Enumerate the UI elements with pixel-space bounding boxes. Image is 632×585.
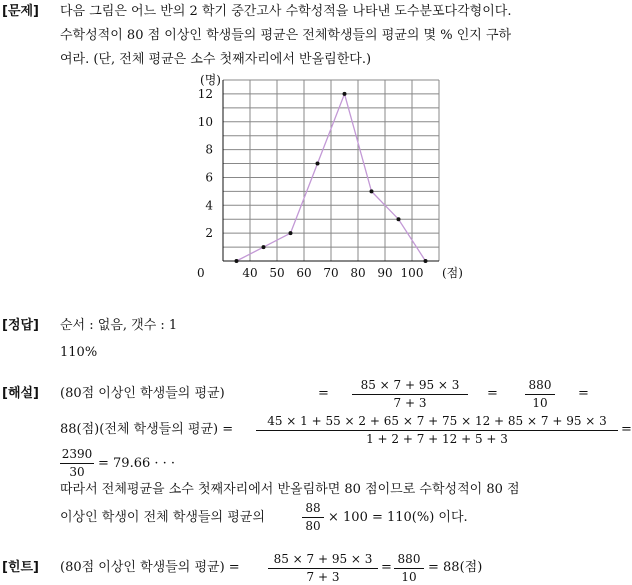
fraction-bar xyxy=(394,568,424,569)
x-tick-label: 100 xyxy=(400,266,424,280)
solution-row1-eq1: = xyxy=(318,386,329,401)
fraction-numerator: 2390 xyxy=(61,447,93,461)
solution-row3-fraction xyxy=(60,447,94,480)
solution-row1-lhs: (80점 이상인 학생들의 평균) xyxy=(60,386,225,401)
fraction-numerator: 85 × 7 + 95 × 3 xyxy=(273,552,373,566)
fraction-numerator: 45 × 1 + 55 × 2 + 65 × 7 + 75 × 12 + 85 × 7 + 95 × 3 xyxy=(267,414,607,428)
y-tick-label: 8 xyxy=(205,142,213,157)
hint-lhs: (80점 이상인 학생들의 평균) = xyxy=(60,560,240,575)
y-tick-label: 2 xyxy=(205,226,213,241)
solution-row5-post: × 100 = 110(%) 이다. xyxy=(328,510,468,525)
problem-tag: [문제] xyxy=(2,4,39,19)
fraction-denominator: 7 + 3 xyxy=(306,570,340,584)
hint-fraction-1 xyxy=(268,552,378,585)
y-unit-label: (명) xyxy=(200,73,221,87)
x-tick-label: 50 xyxy=(269,266,285,280)
answer-line-2: 110% xyxy=(60,345,98,360)
fraction-denominator: 7 + 3 xyxy=(393,396,427,410)
fraction-bar xyxy=(268,568,378,569)
fraction-bar xyxy=(525,394,555,395)
fraction-numerator: 880 xyxy=(397,552,421,566)
fraction-denominator: 10 xyxy=(401,570,417,584)
chart-ticks xyxy=(198,87,424,280)
x-tick-label: 70 xyxy=(323,266,339,280)
fraction-numerator: 880 xyxy=(528,378,552,392)
frequency-polygon-chart xyxy=(195,72,465,287)
solution-row4: 따라서 전체평균을 소수 첫째자리에서 반올림하면 80 점이므로 수학성적이 80 점 xyxy=(60,482,520,497)
fraction-denominator: 80 xyxy=(305,519,321,533)
hint-result: = 88(점) xyxy=(428,560,483,575)
x-tick-label: 60 xyxy=(296,266,312,280)
data-point xyxy=(343,92,347,96)
data-point xyxy=(370,189,374,193)
x-tick-label: 90 xyxy=(377,266,393,280)
fraction-numerator: 88 xyxy=(305,501,321,515)
data-point xyxy=(235,259,239,263)
y-tick-label: 4 xyxy=(205,198,213,213)
solution-tag: [해설] xyxy=(2,386,39,401)
y-tick-label: 6 xyxy=(205,170,213,185)
fraction-bar xyxy=(302,517,324,518)
solution-row1-eq2: = xyxy=(487,386,498,401)
answer-line-1: 순서 : 없음, 갯수 : 1 xyxy=(60,318,178,333)
data-point xyxy=(262,245,266,249)
chart-grid xyxy=(223,80,439,261)
fraction-denominator: 10 xyxy=(532,396,548,410)
x-tick-label: 80 xyxy=(350,266,366,280)
solution-row1-fraction-2 xyxy=(525,378,555,411)
y-tick-label: 12 xyxy=(197,86,213,101)
solution-row5-fraction xyxy=(302,501,324,534)
fraction-bar xyxy=(60,463,94,464)
solution-row3-result: = 79.66 · · · xyxy=(98,456,176,471)
fraction-bar xyxy=(256,430,618,431)
solution-row1-eq3: = xyxy=(578,386,589,401)
fraction-denominator: 1 + 2 + 7 + 12 + 5 + 3 xyxy=(366,432,508,446)
data-point xyxy=(397,217,401,221)
hint-eq: = xyxy=(381,560,392,575)
solution-row2-lhs: 88(점)(전체 학생들의 평균) = xyxy=(60,422,234,437)
solution-row1-fraction-1 xyxy=(352,378,468,411)
data-point xyxy=(316,162,320,166)
fraction-bar xyxy=(352,394,468,395)
fraction-numerator: 85 × 7 + 95 × 3 xyxy=(360,378,460,392)
x-unit-label: (점) xyxy=(442,266,463,280)
origin-label: 0 xyxy=(197,266,205,280)
solution-row2-eq: = xyxy=(621,422,632,437)
fraction-denominator: 30 xyxy=(69,465,85,479)
solution-row2-fraction xyxy=(256,414,618,447)
solution-row5-pre: 이상인 학생이 전체 학생들의 평균의 xyxy=(60,510,265,525)
problem-line-1: 다음 그림은 어느 반의 2 학기 중간고사 수학성적을 나타낸 도수분포다각형이다. xyxy=(60,4,512,19)
y-tick-label: 10 xyxy=(197,114,213,129)
problem-line-2: 수학성적이 80 점 이상인 학생들의 평균은 전체학생들의 평균의 몇 % 인지 구하 xyxy=(60,28,512,43)
hint-tag: [힌트] xyxy=(2,560,39,575)
data-point xyxy=(289,231,293,235)
hint-fraction-2 xyxy=(394,552,424,585)
data-point xyxy=(424,259,428,263)
answer-tag: [정답] xyxy=(2,318,39,333)
x-tick-label: 40 xyxy=(242,266,258,280)
problem-line-3: 여라. (단, 전체 평균은 소수 첫째자리에서 반올림한다.) xyxy=(60,52,372,67)
